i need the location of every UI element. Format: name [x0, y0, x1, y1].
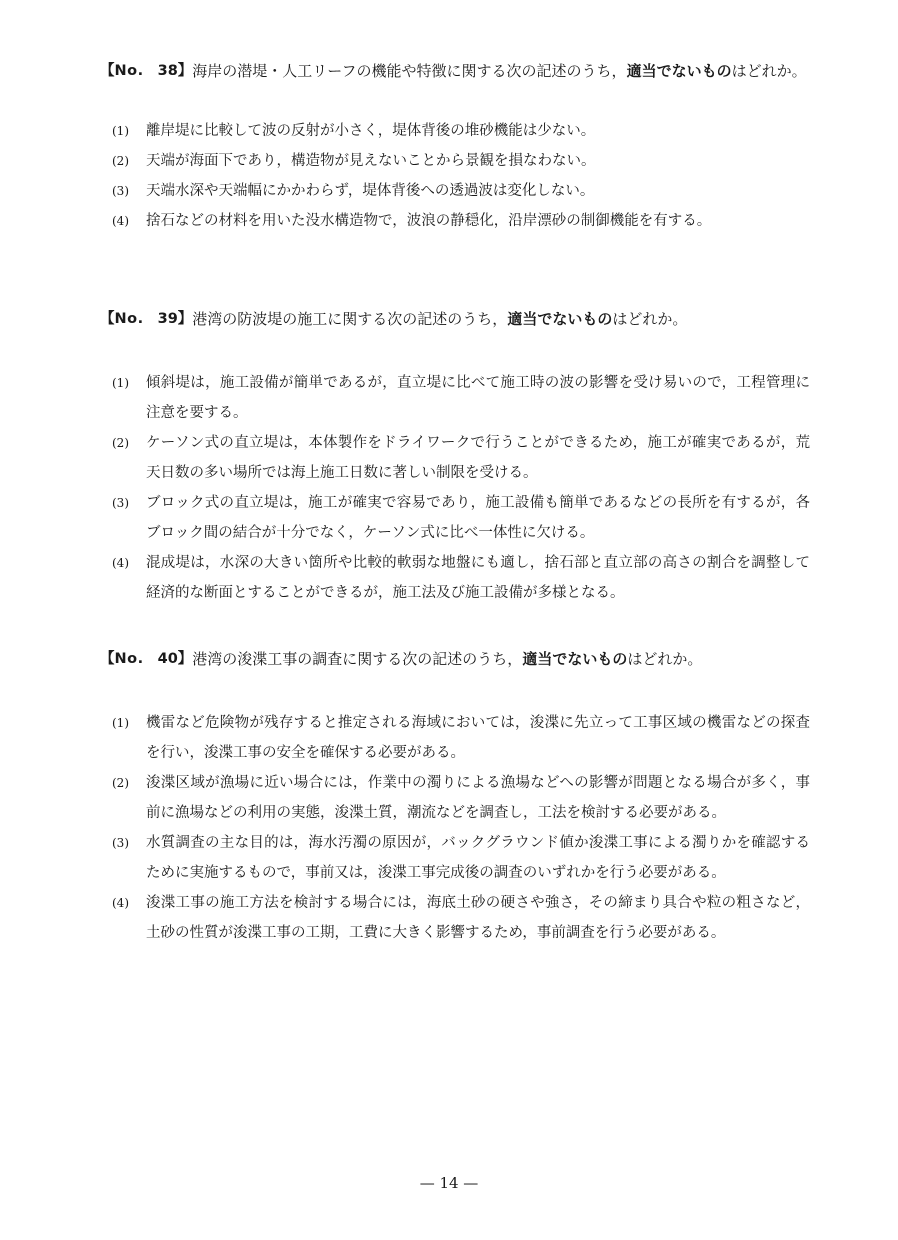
option-text: 浚渫区域が漁場に近い場合には，作業中の濁りによる漁場などへの影響が問題となる場合が多く，事前に漁場などの利用の実態，浚渫土質，潮流などを調査し，工法を検討する必要がある。	[146, 775, 810, 821]
option-number: (3)	[112, 184, 129, 198]
option-text: 浚渫工事の施工方法を検討する場合には，海底土砂の硬さや強さ，その締まり具合や粒の粗さなど，土砂の性質が浚渫工事の工期，工費に大きく影響するため，事前調査を行う必要がある。	[146, 895, 810, 941]
question-header	[100, 304, 810, 334]
option-text: 混成堤は，水深の大きい箇所や比較的軟弱な地盤にも適し，捨石部と直立部の高さの割合を調整して経済的な断面とすることができるが，施工法及び施工設備が多様となる。	[146, 555, 810, 601]
question-header	[100, 56, 810, 86]
option-text: 水質調査の主な目的は，海水汚濁の原因が，バックグラウンド値か浚渫工事による濁りかを確認するために実施するもので，事前又は，浚渫工事完成後の調査のいずれかを行う必要がある。	[146, 835, 810, 881]
option-number: (3)	[112, 496, 129, 510]
option-text: 機雷など危険物が残存すると推定される海域においては，浚渫に先立って工事区域の機雷などの探査を行い，浚渫工事の安全を確保する必要がある。	[146, 715, 810, 761]
emphasis-text: 適当でないもの	[507, 310, 613, 328]
option-3	[112, 176, 810, 206]
option-number: (4)	[112, 214, 129, 228]
options-list	[100, 116, 810, 236]
option-number: (3)	[112, 836, 129, 850]
option-text: ケーソン式の直立堤は，本体製作をドライワークで行うことができるため，施工が確実であるが，荒天日数の多い場所では海上施工日数に著しい制限を受ける。	[146, 435, 810, 481]
option-3	[112, 828, 810, 888]
option-2	[112, 768, 810, 828]
question-40	[100, 644, 810, 948]
question-number: 【No. 39】	[100, 311, 193, 327]
option-number: (1)	[112, 716, 129, 730]
option-number: (2)	[112, 776, 129, 790]
option-number: (1)	[112, 124, 129, 138]
question-number: 【No. 38】	[100, 63, 193, 79]
options-list	[100, 708, 810, 948]
option-text: 離岸堤に比較して波の反射が小さく，堤体背後の堆砂機能は少ない。	[146, 123, 596, 139]
option-number: (4)	[112, 556, 129, 570]
option-text: 天端水深や天端幅にかかわらず，堤体背後への透過波は変化しない。	[146, 183, 595, 199]
option-2	[112, 428, 810, 488]
question-header	[100, 644, 810, 674]
option-number: (1)	[112, 376, 129, 390]
options-list	[100, 368, 810, 608]
option-4	[112, 548, 810, 608]
option-number: (4)	[112, 896, 129, 910]
option-number: (2)	[112, 154, 129, 168]
option-text: ブロック式の直立堤は，施工が確実で容易であり，施工設備も簡単であるなどの長所を有するが，各ブロック間の結合が十分でなく，ケーソン式に比べ一体性に欠ける。	[146, 495, 810, 541]
question-text: 港湾の浚渫工事の調査に関する次の記述のうち，適当でないものはどれか。	[192, 650, 703, 668]
option-1	[112, 116, 810, 146]
option-4	[112, 888, 810, 948]
option-text: 捨石などの材料を用いた没水構造物で，波浪の静穏化，沿岸漂砂の制御機能を有する。	[146, 213, 712, 229]
option-1	[112, 708, 810, 768]
option-text: 傾斜堤は，施工設備が簡単であるが，直立堤に比べて施工時の波の影響を受け易いので，工程管理に注意を要する。	[146, 375, 810, 421]
option-3	[112, 488, 810, 548]
question-39	[100, 304, 810, 608]
question-text: 海岸の潜堤・人工リーフの機能や特徴に関する次の記述のうち，適当でないものはどれか。	[192, 62, 807, 80]
question-38	[100, 56, 810, 236]
option-1	[112, 368, 810, 428]
question-text: 港湾の防波堤の施工に関する次の記述のうち，適当でないものはどれか。	[192, 310, 688, 328]
option-2	[112, 146, 810, 176]
question-number: 【No. 40】	[100, 651, 193, 667]
page-number: — 14 —	[419, 1174, 479, 1192]
emphasis-text: 適当でないもの	[522, 650, 628, 668]
option-4	[112, 206, 810, 236]
emphasis-text: 適当でないもの	[626, 62, 732, 80]
option-number: (2)	[112, 436, 129, 450]
option-text: 天端が海面下であり，構造物が見えないことから景観を損なわない。	[146, 153, 596, 169]
